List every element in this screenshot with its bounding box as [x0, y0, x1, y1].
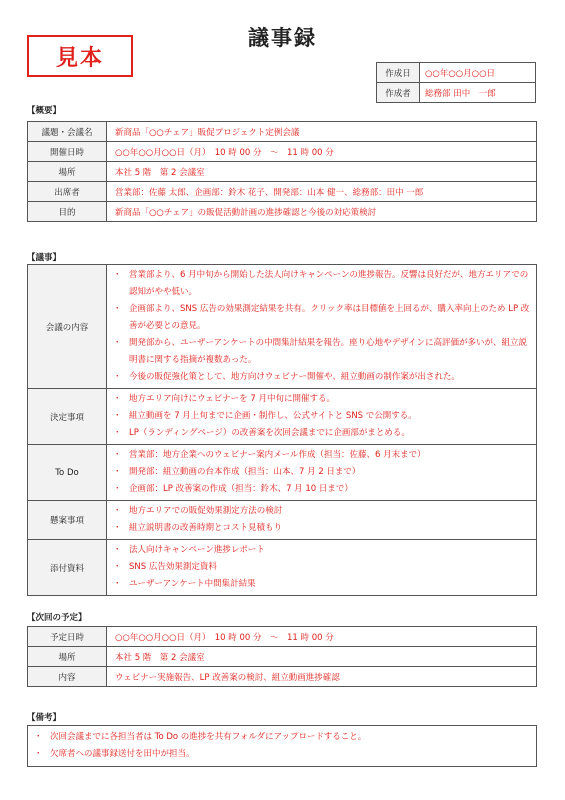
- list-item: ・ ユーザーアンケート中間集計結果: [113, 576, 532, 593]
- list-item: ・ 組立説明書の改善時期とコスト見積もり: [113, 520, 532, 537]
- row-items: [107, 540, 537, 596]
- next-table: [27, 626, 537, 687]
- row-value: ○○年○○月○○日（月） 10 時 00 分 ～ 11 時 00 分: [107, 142, 537, 162]
- meta-row: [377, 83, 536, 103]
- meta-table: [376, 62, 536, 103]
- table-row: [28, 627, 537, 647]
- table-row: [28, 162, 537, 182]
- table-row: [28, 389, 537, 445]
- row-value: 新商品「○○チェア」販促プロジェクト定例会議: [107, 122, 537, 142]
- row-label: 懸案事項: [28, 501, 107, 540]
- row-label: 議題・会議名: [28, 122, 107, 142]
- row-value: 営業部：佐藤 太郎、企画部：鈴木 花子、開発部：山本 健一、総務部：田中 一郎: [107, 182, 537, 202]
- bullet-list: [34, 728, 530, 764]
- row-items: [107, 445, 537, 501]
- list-item: ・ 企画部：LP 改善案の作成（担当：鈴木、7 月 10 日まで）: [113, 481, 532, 498]
- row-value: 新商品「○○チェア」の販促活動計画の進捗確認と今後の対応策検討: [107, 202, 537, 222]
- list-item: ・ 次回会議までに各担当者は To Do の進捗を共有フォルダにアップロードすること。: [34, 729, 530, 746]
- row-label: 開催日時: [28, 142, 107, 162]
- row-label: To Do: [28, 445, 107, 501]
- row-value: 本社 5 階 第 2 会議室: [107, 647, 537, 667]
- meta-label: 作成者: [377, 83, 420, 103]
- row-label: 目的: [28, 202, 107, 222]
- row-label: 添付資料: [28, 540, 107, 596]
- row-label: 場所: [28, 647, 107, 667]
- minutes-heading: 【議事】: [27, 253, 62, 263]
- list-item: ・ LP（ランディングページ）の改善案を次回会議までに企画部がまとめる。: [113, 425, 532, 442]
- list-item: ・ 組立動画を 7 月上旬までに企画・制作し、公式サイトと SNS で公開する。: [113, 408, 532, 425]
- bullet-list: [107, 389, 536, 444]
- notes-table: [27, 725, 537, 767]
- minutes-table: [27, 264, 537, 596]
- table-row: [28, 726, 537, 767]
- table-row: [28, 265, 537, 389]
- notes-heading: 【備考】: [27, 713, 62, 723]
- table-row: [28, 142, 537, 162]
- overview-table: [27, 121, 537, 222]
- list-item: ・ 開発部：組立動画の台本作成（担当：山本、7 月 2 日まで）: [113, 464, 532, 481]
- row-label: 内容: [28, 667, 107, 687]
- meta-value: 総務部 田中 一郎: [420, 83, 536, 103]
- list-item: ・ 法人向けキャンペーン進捗レポート: [113, 542, 532, 559]
- table-row: [28, 122, 537, 142]
- table-row: [28, 647, 537, 667]
- bullet-list: [107, 540, 536, 595]
- row-value: ウェビナー実施報告、LP 改善案の検討、組立動画進捗確認: [107, 667, 537, 687]
- meta-value: ○○年○○月○○日: [420, 63, 536, 83]
- table-row: [28, 445, 537, 501]
- meta-label: 作成日: [377, 63, 420, 83]
- row-label: 決定事項: [28, 389, 107, 445]
- table-row: [28, 667, 537, 687]
- list-item: ・ 企画部より、SNS 広告の効果測定結果を共有。クリック率は目標値を上回るが、購入率向上のため LP 改善が必要との意見。: [113, 301, 532, 335]
- row-items: [107, 501, 537, 540]
- row-items: [107, 265, 537, 389]
- page-title: 議事録: [248, 26, 317, 50]
- list-item: ・ 今後の販促強化策として、地方向けウェビナー開催や、組立動画の制作案が出された。: [113, 369, 532, 386]
- next-heading: 【次回の予定】: [27, 613, 87, 623]
- row-items: [107, 389, 537, 445]
- bullet-list: [107, 265, 536, 388]
- meta-row: [377, 63, 536, 83]
- row-label: 場所: [28, 162, 107, 182]
- list-item: ・ SNS 広告効果測定資料: [113, 559, 532, 576]
- list-item: ・ 開発部から、ユーザーアンケートの中間集計結果を報告。座り心地やデザインに高評価が多いが、組立説明書に関する指摘が複数あった。: [113, 335, 532, 369]
- list-item: ・ 地方エリアでの販促効果測定方法の検討: [113, 503, 532, 520]
- list-item: ・ 営業部：地方企業へのウェビナー案内メール作成（担当：佐藤、6 月末まで）: [113, 447, 532, 464]
- overview-heading: 【概要】: [27, 106, 62, 116]
- row-label: 予定日時: [28, 627, 107, 647]
- notes-cell: [28, 726, 537, 767]
- list-item: ・ 営業部より、6 月中旬から開始した法人向けキャンペーンの進捗報告。反響は良好だが、地方エリアでの認知がやや低い。: [113, 267, 532, 301]
- bullet-list: [107, 445, 536, 500]
- row-label: 会議の内容: [28, 265, 107, 389]
- table-row: [28, 202, 537, 222]
- list-item: ・ 地方エリア向けにウェビナーを 7 月中旬に開催する。: [113, 391, 532, 408]
- row-value: 本社 5 階 第 2 会議室: [107, 162, 537, 182]
- sample-stamp: 見本: [27, 35, 133, 77]
- bullet-list: [107, 501, 536, 539]
- row-label: 出席者: [28, 182, 107, 202]
- table-row: [28, 540, 537, 596]
- list-item: ・ 欠席者への議事録送付を田中が担当。: [34, 746, 530, 763]
- table-row: [28, 501, 537, 540]
- row-value: ○○年○○月○○日（月） 10 時 00 分 ～ 11 時 00 分: [107, 627, 537, 647]
- table-row: [28, 182, 537, 202]
